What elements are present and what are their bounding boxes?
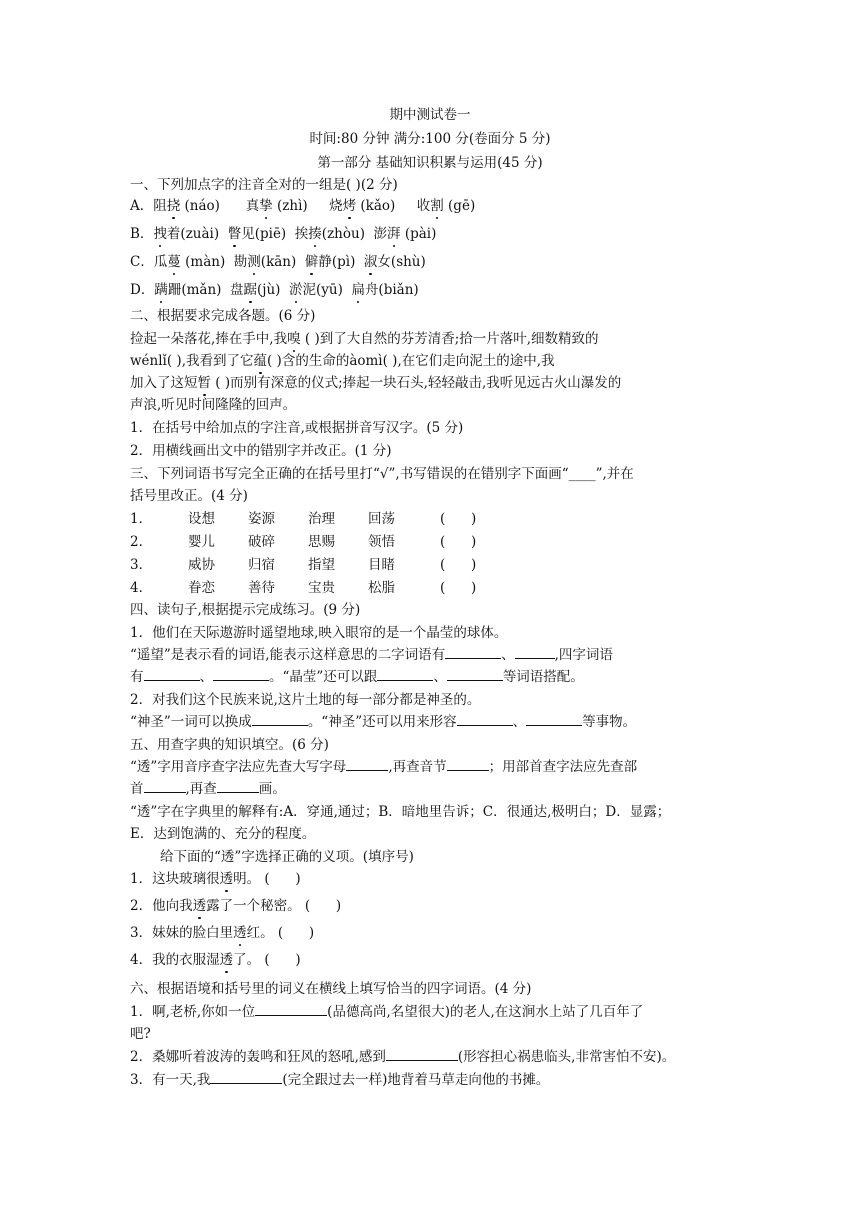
text: ,再查 [185, 781, 217, 797]
answer-bracket[interactable]: ( ) [440, 580, 477, 596]
blank[interactable] [144, 667, 200, 681]
text: (náo) 真 [180, 198, 260, 214]
text: “神圣”一词可以换成 [130, 714, 252, 730]
word-cell: 4． [130, 580, 153, 596]
q4-fill-line [130, 645, 613, 665]
text: ( )含的生命的àomì( ),在它们走向泥土的途中,我 [267, 353, 555, 369]
text: 舟(biǎn) [364, 282, 419, 298]
page-title: 期中测试卷一 [389, 107, 471, 123]
text: D． [130, 282, 155, 298]
answer-bracket[interactable]: ( ) [440, 557, 477, 573]
word-cell: 指望 [308, 557, 335, 573]
text: 。“晶莹”还可以跟 [269, 669, 378, 685]
word-cell: 治理 [308, 511, 335, 527]
exam-meta: 时间:80 分钟 满分:100 分(卷面分 5 分) [309, 131, 551, 147]
text: 首 [130, 781, 144, 797]
text: 3．妹妹的脸白里 [130, 925, 234, 941]
word-cell: 归宿 [248, 557, 275, 573]
text: (jù) [257, 282, 289, 298]
dotted-char: 湃 [387, 226, 401, 242]
dotted-char: 淤 [289, 282, 303, 298]
dotted-char: 挠 [166, 198, 181, 214]
text: 明。 ( ) [233, 871, 301, 887]
q6-sentence2 [130, 1047, 675, 1067]
word-cell: 善待 [248, 580, 275, 596]
text: (gē) [443, 198, 476, 214]
text: 见(piē) 挨 [241, 226, 309, 242]
dotted-char: 透 [219, 871, 234, 887]
text: (品德高尚,名望很大)的老人,在这涧水上站了几百年了 [327, 1004, 644, 1020]
q5-stem: 五、用查字典的知识填空。(6 分) [130, 737, 329, 753]
q5-item [130, 896, 341, 916]
text: (zhòu) 澎 [321, 226, 388, 242]
dotted-char: 拽 [153, 226, 167, 242]
text: 4．我的衣服湿 [130, 952, 220, 968]
word-cell: 3． [130, 557, 153, 573]
q6-stem: 六、根据语境和括号里的词义在横线上填写恰当的四字词语。(4 分) [130, 981, 532, 997]
text: 露了一个秘密。 ( ) [206, 898, 342, 914]
q4-fill-line [130, 712, 636, 732]
text: (zhì) 烧 [272, 198, 343, 214]
blank[interactable] [526, 712, 582, 726]
text: 1．啊,老桥,你如一位 [130, 1004, 256, 1020]
text: ；用部首查字法应先查部 [488, 759, 638, 775]
q2-stem: 二、根据要求完成各题。(6 分) [130, 308, 316, 324]
text: (kǎo) 收 [356, 198, 431, 214]
blank[interactable] [445, 645, 501, 659]
dotted-char: 透 [219, 952, 234, 968]
q1-option-d [130, 280, 419, 300]
dotted-char: 淑 [363, 254, 378, 270]
q5-item [130, 869, 301, 889]
word-cell: 设想 [188, 511, 215, 527]
text: 画。 [258, 781, 286, 797]
text: 静(pì) [318, 254, 364, 270]
text: 、 [512, 714, 527, 730]
text: 2．桑娜听着波涛的轰鸣和狂风的怒吼,感到 [130, 1049, 386, 1065]
blank[interactable] [346, 757, 388, 771]
q3-stem-cont: 括号里改正。(4 分) [130, 488, 248, 504]
q1-stem: 一、下列加点字的注音全对的一组是( )(2 分) [130, 177, 398, 193]
text: ( )到了大自然的芬芳清香;拾一片落叶,细数精致的 [300, 331, 599, 347]
q5-fill-line [130, 757, 637, 777]
word-cell: 思赐 [308, 534, 335, 550]
answer-bracket[interactable]: ( ) [440, 534, 477, 550]
q2-sub2: 2．用横线画出文中的错别字并改正。(1 分) [130, 443, 392, 459]
blank[interactable] [217, 779, 259, 793]
word-cell: 目睹 [368, 557, 395, 573]
text: 2．他向我 [130, 898, 193, 914]
blank[interactable] [447, 757, 489, 771]
text: A．阻 [130, 198, 167, 214]
text: 、 [501, 647, 515, 663]
word-cell: 1． [130, 511, 153, 527]
word-cell: 宝贵 [308, 580, 335, 596]
dotted-char: 透 [192, 898, 207, 914]
answer-bracket[interactable]: ( ) [440, 511, 477, 527]
text: 3．有一天,我 [130, 1072, 211, 1088]
q5-definitions-cont: E．达到饱满的、充分的程度。 [130, 826, 316, 842]
q4-stem: 四、读句子,根据提示完成练习。(9 分) [130, 602, 361, 618]
q4-sentence2: 2．对我们这个民族来说,这片土地的每一部分都是神圣的。 [130, 692, 481, 708]
text: 等词语搭配。 [502, 669, 584, 685]
q2-sub1: 1．在括号中给加点的字注音,或根据拼音写汉字。(5 分) [130, 420, 464, 436]
q3-stem: 三、下列词语书写完全正确的在括号里打“√”,书写错误的在错别字下面画“____”,并在 [130, 466, 634, 482]
text: 着(zuài) [166, 226, 228, 242]
text: wénlǐ( ),我看到了它 [130, 353, 254, 369]
text: ,再查音节 [388, 759, 447, 775]
text: 1．这块玻璃很 [130, 871, 220, 887]
text: (完全跟过去一样)地背着马草走向他的书摊。 [282, 1072, 550, 1088]
word-cell: 松脂 [368, 580, 395, 596]
q5-item [130, 923, 314, 943]
text: 加入了这短 [130, 375, 198, 391]
q5-fill-line [130, 779, 286, 799]
dotted-char: 扁 [351, 282, 365, 298]
blank[interactable] [386, 1047, 458, 1061]
q1-option-c [130, 252, 426, 272]
dotted-char: 僻 [304, 254, 319, 270]
blank[interactable] [255, 1002, 327, 1016]
dotted-char: 蕴 [253, 353, 267, 369]
text: C．瓜 [130, 254, 168, 270]
dotted-char: 测 [247, 254, 261, 270]
blank[interactable] [447, 667, 503, 681]
q1-option-b [130, 224, 436, 244]
dotted-char: 暂 [197, 375, 211, 391]
blank[interactable] [457, 712, 513, 726]
text: 泥(yū) [302, 282, 352, 298]
q6-sentence1-cont: 吧? [130, 1026, 151, 1042]
dotted-char: 挚 [259, 198, 273, 214]
dotted-char: 揍 [308, 226, 322, 242]
text: “透”字用音序查字法应先查大写字母 [130, 759, 347, 775]
blank[interactable] [210, 1070, 282, 1084]
q4-sentence1: 1．他们在天际遨游时遥望地球,映入眼帘的是一个晶莹的球体。 [130, 625, 508, 641]
dotted-char: 割 [430, 198, 444, 214]
word-cell: 婴儿 [188, 534, 215, 550]
text: 、 [199, 669, 213, 685]
text: 等事物。 [582, 714, 637, 730]
text: “遥望”是表示看的词语,能表示这样意思的二字词语有 [130, 647, 446, 663]
text: 红。 ( ) [246, 925, 315, 941]
word-cell: 威协 [188, 557, 215, 573]
dotted-char: 踞 [243, 282, 257, 298]
text: 捡起一朵落花,捧在手中,我 [130, 331, 288, 347]
q2-passage-line [130, 373, 621, 393]
q2-passage-line [130, 351, 555, 371]
word-cell: 眷恋 [188, 580, 215, 596]
text: 跚(mǎn) 盘 [167, 282, 244, 298]
text: (màn) 勘 [180, 254, 248, 270]
dotted-char: 蹒 [154, 282, 168, 298]
dotted-char: 透 [233, 925, 247, 941]
text: 了。 ( ) [233, 952, 301, 968]
text: 有 [130, 669, 144, 685]
text: 、 [433, 669, 447, 685]
part-heading: 第一部分 基础知识积累与运用(45 分) [317, 155, 543, 171]
q2-passage-line [130, 329, 599, 349]
dotted-char: 瞥 [227, 226, 242, 242]
dotted-char: 嗅 [287, 331, 301, 347]
word-cell: 领悟 [368, 534, 395, 550]
blank[interactable] [377, 667, 433, 681]
blank[interactable] [213, 667, 269, 681]
text: ,四字词语 [554, 647, 613, 663]
dotted-char: 蔓 [167, 254, 181, 270]
blank[interactable] [144, 779, 186, 793]
q5-instruction: 给下面的“透”字选择正确的义项。(填序号) [160, 849, 414, 865]
blank[interactable] [252, 712, 308, 726]
q6-sentence1 [130, 1002, 643, 1022]
q1-option-a [130, 196, 475, 216]
q4-fill-line [130, 667, 584, 687]
blank[interactable] [515, 645, 555, 659]
word-cell: 回荡 [368, 511, 395, 527]
dotted-char: 烤 [342, 198, 357, 214]
word-cell: 姿源 [248, 511, 275, 527]
q5-definitions: “透”字在字典里的解释有:A．穿通,通过；B．暗地里告诉；C．很通达,极明白；D．显露； [130, 804, 671, 820]
text: (形容担心祸患临头,非常害怕不安)。 [457, 1049, 676, 1065]
q5-item [130, 950, 301, 970]
text: (pài) [400, 226, 437, 242]
text: (kān) [260, 254, 305, 270]
text: B． [130, 226, 154, 242]
text: 女(shù) [377, 254, 426, 270]
text: 。“神圣”还可以用来形容 [307, 714, 457, 730]
word-cell: 破碎 [248, 534, 275, 550]
q6-sentence3 [130, 1070, 549, 1090]
q2-passage-line: 声浪,听见时间隆隆的回声。 [130, 397, 297, 413]
text: ( )而别有深意的仪式;捧起一块石头,轻轻敲击,我听见远古火山瀑发的 [211, 375, 622, 391]
word-cell: 2． [130, 534, 153, 550]
